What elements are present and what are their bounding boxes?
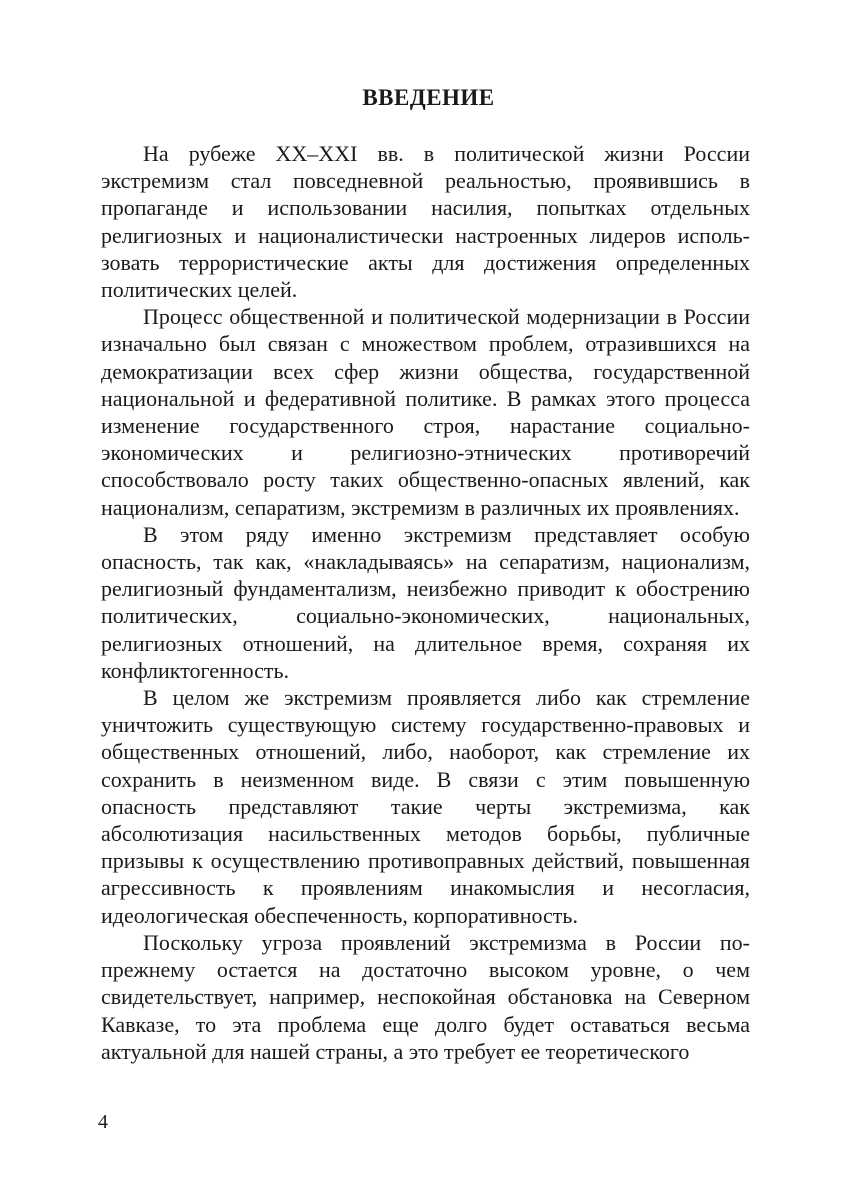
paragraph: Процесс общественной и политической модернизации в России изначально был связан с множеством проблем, отразившихся на демократизации всех сфер жизни общества, государственной национальной и федеративной политике. В рамках этого процесса изменение государственного строя, нарастание социально-экономических и религиозно-этнических противоречий способствовало росту таких общественно-опасных явлений, как национализм, сепаратизм, экстремизм в различных их проявлениях. <box>101 304 750 520</box>
page-title: ВВЕДЕНИЕ <box>362 85 495 110</box>
paragraph: Поскольку угроза проявлений экстремизма в России попрежнему остается на достаточно высоком уровне, о чем свидетельствует, например, неспокойная обстановка на Северном Кавказе, то эта проблема еще долго будет оставаться весьма актуальной для нашей страны, а это требует ее теоретического <box>101 929 750 1064</box>
paragraph: На рубеже XX–XXI вв. в политической жизни России экстремизм стал повседневной реальностью, проявившись в пропаганде и использовании насилия, попытках отдельных религиозных и националистически настроенных лидеров использовать террористические акты для достижения определенных политических целей. <box>101 141 750 303</box>
body-text <box>101 140 750 1065</box>
page-number: 4 <box>98 1111 108 1133</box>
paragraph: В этом ряду именно экстремизм представляет особую опасность, так как, «накладываясь» на сепаратизм, национализм, религиозный фундаментализм, неизбежно приводит к обострению политических, социально-экономических, национальных, религиозных отношений, на длительное время, сохраняя их конфликтогенность. <box>101 521 750 683</box>
paragraph: В целом же экстремизм проявляется либо как стремление уничтожить существующую систему государственно-правовых и общественных отношений, либо, наоборот, как стремление их сохранить в неизменном виде. В связи с этим повышенную опасность представляют такие черты экстремизма, как абсолютизация насильственных методов борьбы, публичные призывы к осуществлению противоправных действий, повышенная агрессивность к проявлениям инакомыслия и несогласия, идеологическая обеспеченность, корпоративность. <box>101 685 750 928</box>
